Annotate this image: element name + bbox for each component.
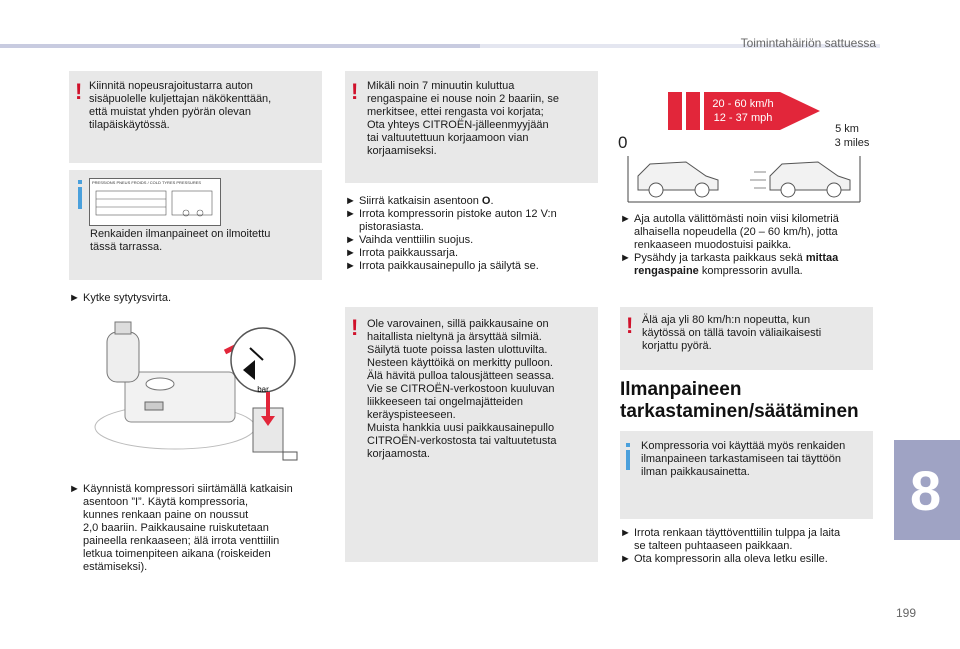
step-arrow-icon: ► <box>69 483 80 495</box>
info-text: Kompressoria voi käyttää myös renkaiden ilmanpaineen tarkastamiseen tai täyttöön ilman paikkausainetta. <box>641 440 846 478</box>
step-arrow-icon: ► <box>345 247 356 259</box>
step-arrow-icon: ► <box>69 292 80 304</box>
speed-mph: 12 - 37 mph <box>713 112 773 124</box>
warning-icon: ! <box>75 79 83 104</box>
warning-icon: ! <box>351 79 359 104</box>
info-text: Renkaiden ilmanpaineet on ilmoitettu tässä tarrassa. <box>90 228 271 253</box>
info-icon <box>78 187 82 209</box>
warning-box-sealant <box>345 307 598 562</box>
step-arrow-icon: ► <box>345 260 356 272</box>
step-arrow-icon: ► <box>620 527 631 539</box>
gauge-unit: bar <box>257 385 269 394</box>
pressure-steps: ► Irrota renkaan täyttöventtiilin tulppa ja laita se talteen puhtaaseen paikkaan. ► Ota kompressorin alla oleva letku esille. <box>620 527 841 565</box>
drive-illustration <box>620 80 880 210</box>
step-arrow-icon: ► <box>620 213 631 225</box>
header-bar <box>0 44 480 48</box>
steps-list: ► Siirrä katkaisin asentoon O. ► Irrota kompressorin pistoke auton 12 V:n pistorasiasta. ► Vaihda venttiilin suojus. ► Irrota paikkaussarja. ► Irrota paikkausainepullo ja säilytä se. <box>345 195 557 272</box>
warning-text: Ole varovainen, sillä paikkausaine on haitallista nieltynä ja ärsyttää silmiä. Säilytä tuote poissa lasten ulottuvilta. Nesteen käyttöikä on merkitty pulloon. Älä hävitä pulloa talousjätteen seassa. Vie se CITROËN-verkostoon kuuluvan liikkeeseen tai ongelmajätteiden keräyspisteeseen. Muista hankkia uusi paikkausainepullo CITROËN-verkostosta tai valtuutetusta korjaamosta. <box>367 318 557 460</box>
warning-icon: ! <box>626 313 634 338</box>
step-arrow-icon: ► <box>620 553 631 565</box>
warning-text: Mikäli noin 7 minuutin kuluttua rengaspaine ei nouse noin 2 baariin, se merkitsee, ettei rengasta voi korjata; Ota yhteys CITROËN-jälleenmyyjään tai valtuutettuun korjaamoon vian korjaamiseksi. <box>367 80 560 157</box>
chapter-tab <box>894 440 960 540</box>
warning-box-pressure <box>345 71 598 183</box>
warning-box-speed <box>620 307 873 370</box>
warning-box-sticker <box>69 71 322 163</box>
info-box-label <box>69 170 322 280</box>
warning-text: Kiinnitä nopeusrajoitustarra auton sisäpuolelle kuljettajan näkökenttään, että muistat yhden pyörän olevan tilapäiskäytössä. <box>89 80 272 131</box>
warning-text: Älä aja yli 80 km/h:n nopeutta, kun käytössä on tällä tavoin väliaikaisesti korjattu pyörä. <box>642 314 822 352</box>
info-icon-dot <box>78 180 82 184</box>
step-arrow-icon: ► <box>345 208 356 220</box>
page-number: 199 <box>895 606 916 620</box>
step-arrow-icon: ► <box>345 195 356 207</box>
warning-icon: ! <box>351 315 359 340</box>
drive-steps: ► Aja autolla välittömästi noin viisi kilometriä alhaisella nopeudella (20 – 60 km/h), jotta renkaaseen muodostuisi paikka. ► Pysähdy ja tarkasta paikkaus sekä mittaa rengaspaine kompressorin avulla. <box>620 213 839 277</box>
info-box-compressor <box>620 431 873 519</box>
chapter-number: 8 <box>910 459 942 522</box>
tyre-pressure-label: PRESSIONS PNEUS FROIDS / COLD TYRES PRESSURES <box>89 178 221 226</box>
info-icon-dot <box>626 443 630 447</box>
step-start-compressor: ► Käynnistä kompressori siirtämällä katkaisin asentoon ”I”. Käytä kompressoria, kunnes renkaan paine on noussut 2,0 baariin. Paikkausaine ruiskutetaan paineella renkaaseen; älä irrota venttiilin letkua toimenpiteen aikana (roiskeiden estämiseksi). <box>69 483 293 573</box>
step-ignition: ► Kytke sytytysvirta. <box>69 292 172 304</box>
section-heading: Ilmanpaineen tarkastaminen/säätäminen <box>620 379 859 422</box>
distance-miles: 3 miles <box>834 137 870 149</box>
section-title: Toimintahäiriön sattuessa <box>740 36 876 50</box>
speed-kmh: 20 - 60 km/h <box>712 98 774 110</box>
compressor-illustration <box>85 312 315 472</box>
step-arrow-icon: ► <box>620 252 631 264</box>
distance-zero: 0 <box>618 133 628 152</box>
distance-km: 5 km <box>835 123 859 135</box>
info-icon <box>626 450 630 470</box>
step-arrow-icon: ► <box>345 234 356 246</box>
